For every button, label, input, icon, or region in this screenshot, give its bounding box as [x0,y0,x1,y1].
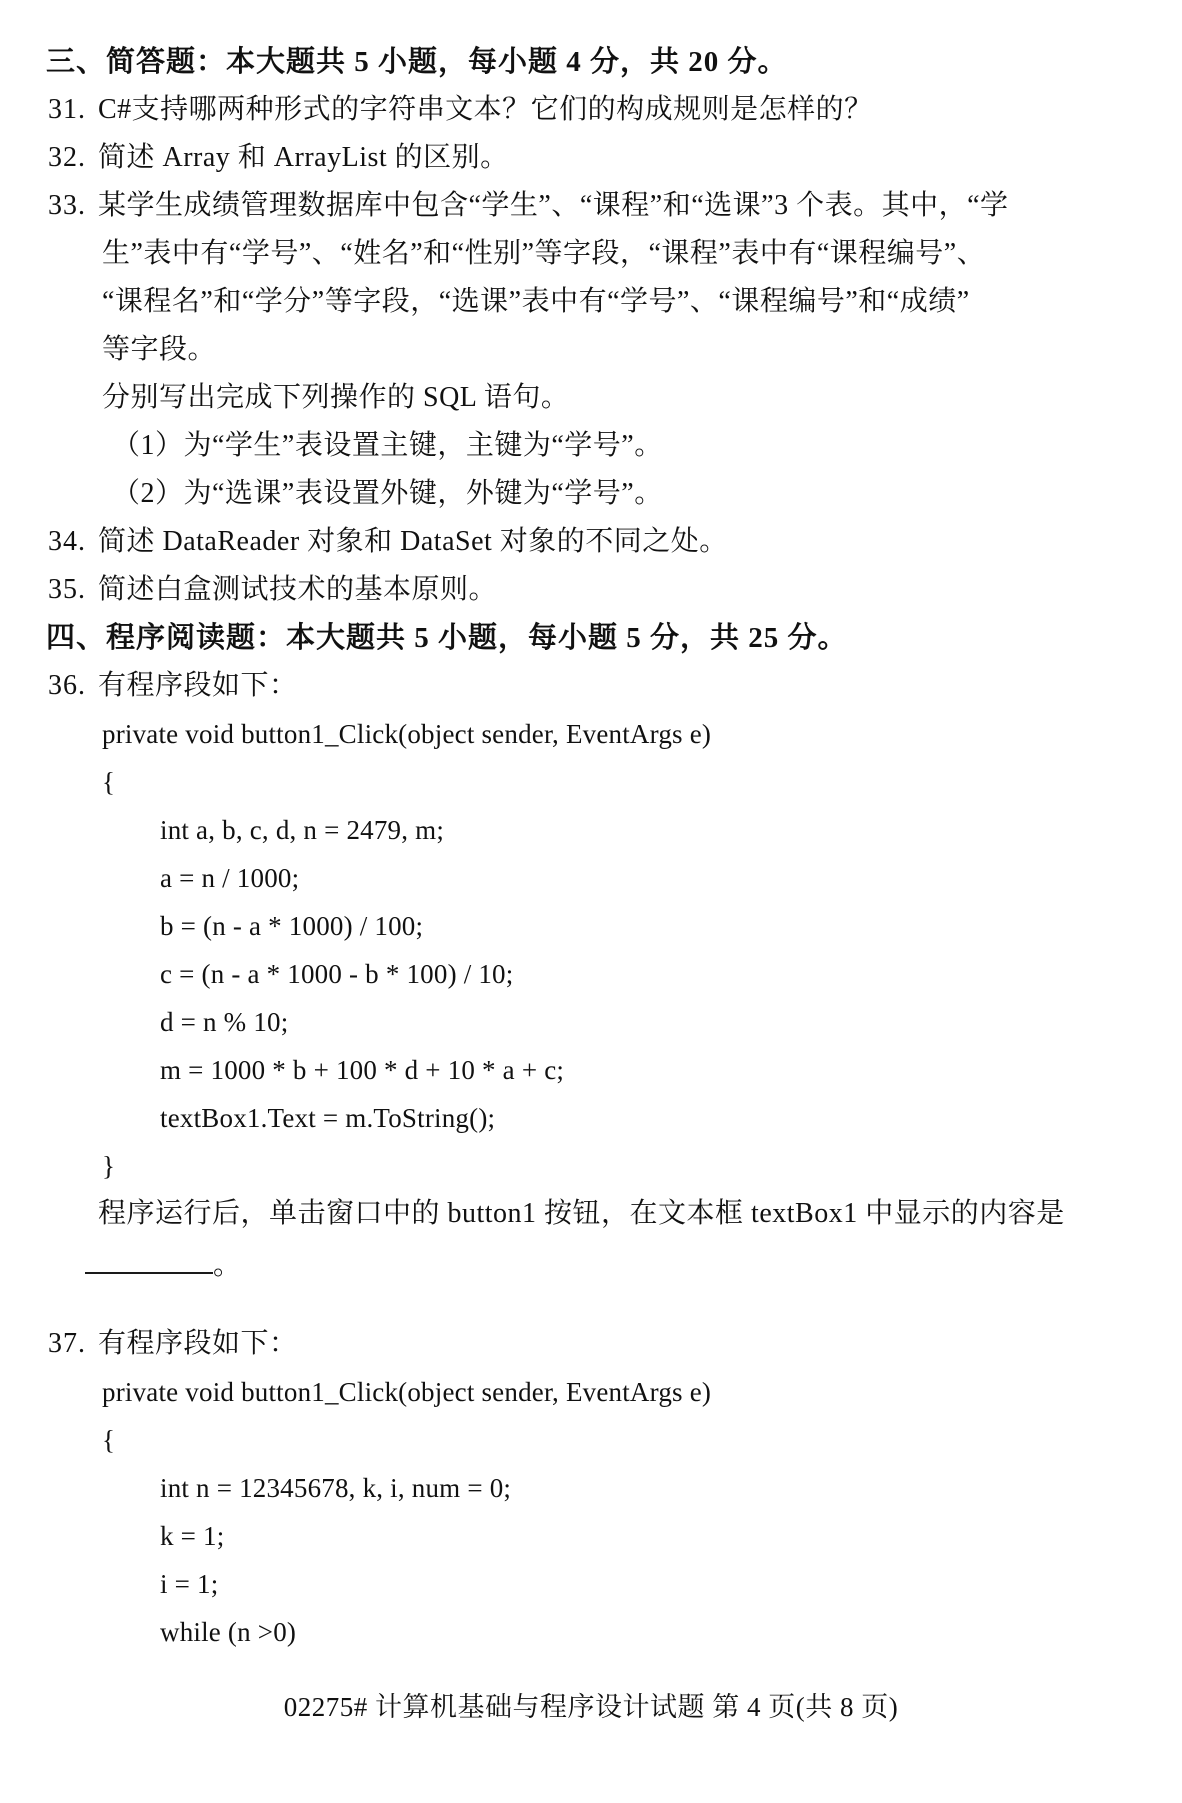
answer-blank-underline [85,1238,213,1274]
q37-code-line: i = 1; [160,1569,219,1599]
question-37-intro-text: 有程序段如下： [98,1328,298,1359]
q36-code-line: c = (n - a * 1000 - b * 100) / 10; [160,959,514,989]
q37-code-line: int n = 12345678, k, i, num = 0; [160,1473,512,1503]
question-33-sql-intro: 分别写出完成下列操作的 SQL 语句。 [102,382,570,413]
question-36-number: 36. [48,670,86,701]
question-33-line-1 [0,182,1182,230]
section-three-heading: 三、简答题：本大题共 5 小题，每小题 4 分，共 20 分。 [46,46,788,78]
question-33-line-2: 生”表中有“学号”、“姓名”和“性别”等字段，“课程”表中有“课程编号”、 [102,238,986,269]
question-33-line-3: “课程名”和“学分”等字段，“选课”表中有“学号”、“课程编号”和“成绩” [102,286,970,317]
q36-code-line: private void button1_Click(object sender, EventArgs e) [102,719,712,749]
q36-code-line: b = (n - a * 1000) / 100; [160,911,424,941]
q36-code-line: d = n % 10; [160,1007,289,1037]
question-37-intro [0,1320,1182,1368]
q36-code-line: { [102,767,116,797]
q37-code-line: k = 1; [160,1521,225,1551]
question-35 [0,566,1182,614]
question-37-number: 37. [48,1328,86,1359]
question-33-item-1: （1）为“学生”表设置主键，主键为“学号”。 [112,430,663,461]
q36-code-line: m = 1000 * b + 100 * d + 10 * a + c; [160,1055,565,1085]
q37-code-line: private void button1_Click(object sender, EventArgs e) [102,1377,712,1407]
q36-code-line: } [102,1151,116,1181]
q37-code-line: while (n >0) [160,1617,297,1647]
question-32-text: 简述 Array 和 ArrayList 的区别。 [98,142,509,173]
section-four-heading: 四、程序阅读题：本大题共 5 小题，每小题 5 分，共 25 分。 [46,622,848,654]
question-33-number: 33. [48,190,86,221]
q36-code-line: textBox1.Text = m.ToString(); [160,1103,496,1133]
question-36-answer-line [0,1238,1182,1286]
q36-code-line: a = n / 1000; [160,863,300,893]
question-34-number: 34. [48,526,86,557]
question-35-number: 35. [48,574,86,605]
question-35-text: 简述白盒测试技术的基本原则。 [98,574,498,605]
page-footer: 02275# 计算机基础与程序设计试题 第 4 页(共 8 页) [283,1692,899,1722]
question-34-text: 简述 DataReader 对象和 DataSet 对象的不同之处。 [98,526,728,557]
question-31 [0,86,1182,134]
question-31-text: C#支持哪两种形式的字符串文本？它们的构成规则是怎样的？ [98,94,873,125]
question-32-number: 32. [48,142,86,173]
question-34 [0,518,1182,566]
question-33-text-line-1: 某学生成绩管理数据库中包含“学生”、“课程”和“选课”3 个表。其中，“学 [98,190,1009,221]
q36-code-line: int a, b, c, d, n = 2479, m; [160,815,445,845]
answer-blank-suffix: 。 [213,1250,242,1281]
question-36-intro-text: 有程序段如下： [98,670,298,701]
question-33-item-2: （2）为“选课”表设置外键，外键为“学号”。 [112,478,663,509]
question-31-number: 31. [48,94,86,125]
question-32 [0,134,1182,182]
q37-code-line: { [102,1425,116,1455]
question-37-block [0,1320,1182,1656]
question-36-question-text: 程序运行后，单击窗口中的 button1 按钮，在文本框 textBox1 中显示的内容是 [98,1198,1065,1229]
question-36-intro [0,662,1182,710]
question-33-line-4: 等字段。 [102,334,217,365]
